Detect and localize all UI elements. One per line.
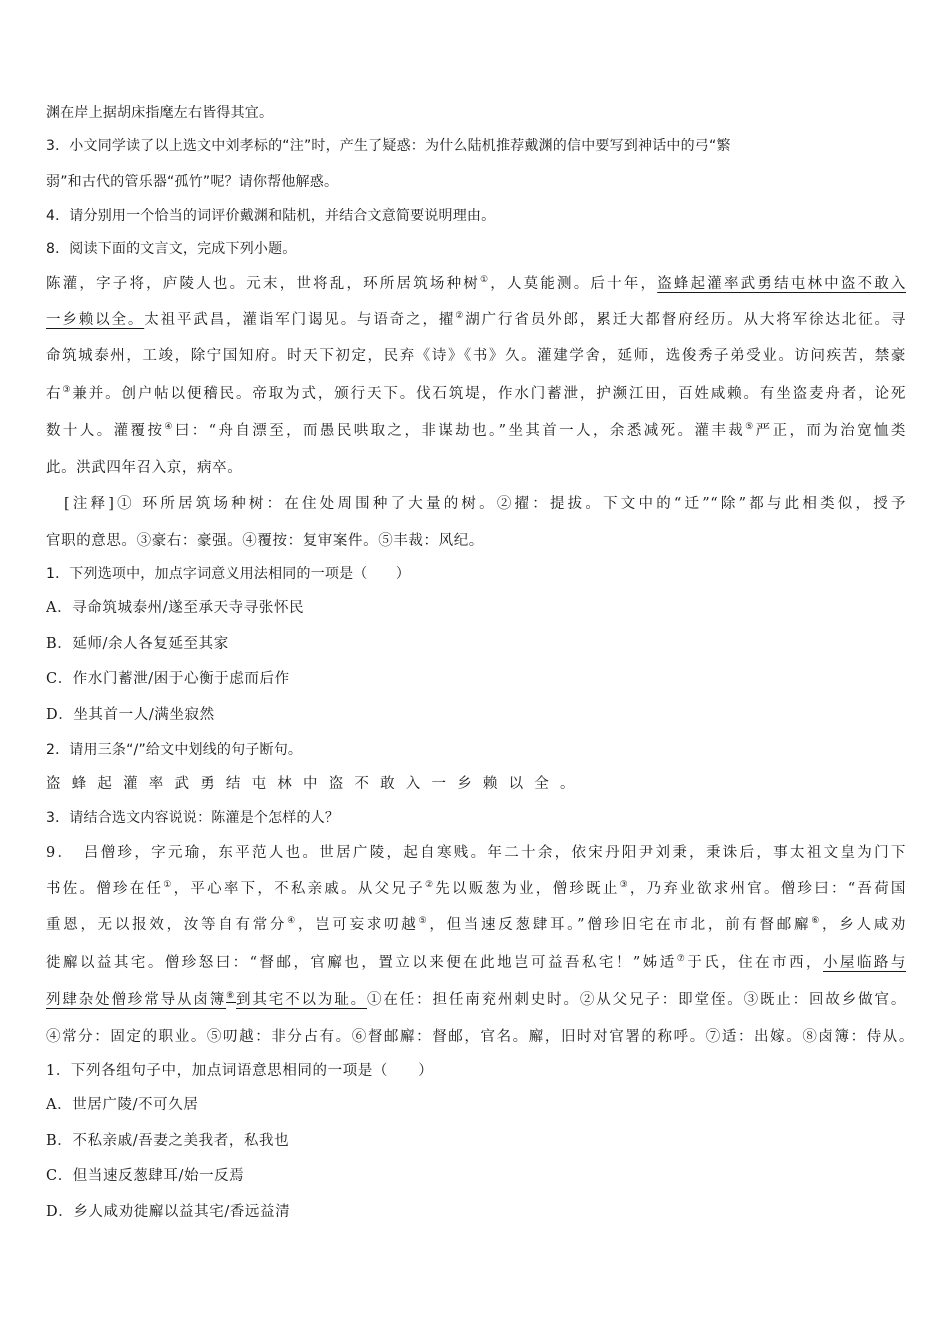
footnote-marker: ⑦ xyxy=(676,954,688,965)
prev-question-3-line-1: 3．小文同学读了以上选文中刘孝标的“注”时，产生了疑惑：为什么陆机推荐戴渊的信中要写到神话中的弓“繁 xyxy=(46,138,731,154)
section-9-passage-line-2 xyxy=(46,879,906,899)
passage-text: ，人莫能测。后十年， xyxy=(490,276,658,292)
footnote-marker: ③ xyxy=(62,385,73,396)
section-9-passage-line-5 xyxy=(46,990,906,1010)
section-8-passage-line-2 xyxy=(46,310,906,330)
section-8-q2-stem: 2．请用三条“/”给文中划线的句子断句。 xyxy=(46,742,303,758)
footnote-marker: ② xyxy=(455,311,466,322)
section-8-q1-option-c: C．作水门蓄泄/困于心衡于虑而后作 xyxy=(46,671,290,687)
prev-question-3-line-2: 弱”和古代的管乐器“孤竹”呢？请你帮他解惑。 xyxy=(46,174,339,190)
section-8-passage-line-6: 此。洪武四年召入京，病卒。 xyxy=(46,460,243,476)
passage-text: 先以贩葱为业，僧珍既止 xyxy=(435,881,620,897)
passage-text: 严正，而为治宽恤类 xyxy=(755,423,907,439)
section-9-passage-line-1: 9． 吕僧珍，字元瑜，东平范人也。世居广陵，起自寒贱。年二十余，依宋丹阳尹刘秉，秉诛后，事太祖文皇为门下 xyxy=(46,845,906,861)
section-9-q1-option-d: D．乡人咸劝徙廨以益其宅/香远益清 xyxy=(46,1204,291,1220)
passage-text: 陈灌，字子将，庐陵人也。元末，世将乱，环所居筑场种树 xyxy=(46,276,481,292)
passage-text: 书佐。僧珍在任 xyxy=(46,881,164,897)
section-8-passage-line-4 xyxy=(46,384,906,404)
passage-text: 重恩，无以报效，汝等自有常分 xyxy=(46,917,288,933)
underlined-sentence: 盗蜂起灌率武勇结屯林中盗不敢入 xyxy=(657,276,907,292)
passage-text: 兼并。创户帖以便稽民。帝取为式，颁行天下。伐石筑堤，作水门蓄泄，护濒江田，百姓咸赖。有坐盗麦舟者，论死 xyxy=(72,386,906,402)
passage-text: 右 xyxy=(46,386,63,402)
passage-text: ，乡人咸劝 xyxy=(822,917,907,933)
underlined-sentence: 到其宅不以为耻。 xyxy=(236,992,368,1008)
section-8-passage-line-5 xyxy=(46,421,906,441)
passage-text: 数十人。灌覆按 xyxy=(46,423,165,439)
underlined-sentence: 列肆杂处僧珍常导从卤簿 xyxy=(46,992,227,1008)
footnote-marker: ⑧ xyxy=(226,991,237,1002)
section-8-notes-line-1: [注释]① 环所居筑场种树：在住处周围种了大量的树。②擢：提拔。下文中的“迁”“除”都与此相类似，授予 xyxy=(64,496,906,512)
passage-text: ，但当速反葱肆耳。”僧珍旧宅在市北，前有督邮廨 xyxy=(429,917,812,933)
section-9-notes: ①在任：担任南兖州刺史时。②从父兄子：即堂侄。③既止：回故乡做官。 xyxy=(367,992,907,1008)
underlined-sentence: 小屋临路与 xyxy=(823,955,906,971)
section-8-q1-option-d: D．坐其首一人/满坐寂然 xyxy=(46,707,215,723)
section-9-q1-stem: 1．下列各组句子中，加点词语意思相同的一项是（ ） xyxy=(46,1063,434,1079)
passage-text: ，平心率下，不私亲戚。从父兄子 xyxy=(173,881,425,897)
section-9-q1-option-c: C．但当速反葱肆耳/始一反焉 xyxy=(46,1168,245,1184)
prev-question-4: 4．请分别用一个恰当的词评价戴渊和陆机，并结合文意简要说明理由。 xyxy=(46,208,496,224)
passage-text: ，岂可妄求叨越 xyxy=(297,917,419,933)
section-9-q1-option-b: B．不私亲戚/吾妻之美我者，私我也 xyxy=(46,1133,290,1149)
section-8-passage-line-1 xyxy=(46,274,906,294)
passage-text: 太祖平武昌，灌诣军门谒见。与语奇之，擢 xyxy=(144,312,456,328)
prev-passage-tail: 渊在岸上据胡床指麾左右皆得其宜。 xyxy=(46,105,274,121)
section-8-passage-line-3: 命筑城泰州，工竣，除宁国知府。时天下初定，民弃《诗》《书》久。灌建学舍，延师，选俊秀子弟受业。访问疾苦，禁豪 xyxy=(46,348,906,364)
passage-text: 曰：“舟自漂至，而愚民哄取之，非谋劫也。”坐其首一人，余悉减死。灌丰裁 xyxy=(174,423,746,439)
section-8-heading: 8．阅读下面的文言文，完成下列小题。 xyxy=(46,241,297,257)
footnote-marker: ④ xyxy=(164,422,175,433)
section-8-q2-sentence: 盗蜂起灌率武勇结屯林中盗不敢入一乡赖以全。 xyxy=(46,776,586,792)
footnote-marker: ⑤ xyxy=(418,916,430,927)
section-8-notes-line-2: 官职的意思。③豪右：豪强。④覆按：复审案件。⑤丰裁：风纪。 xyxy=(46,533,484,549)
section-8-q1-option-b: B．延师/余人各复延至其家 xyxy=(46,636,229,652)
section-9-passage-line-3 xyxy=(46,915,906,935)
footnote-marker: ① xyxy=(480,275,491,286)
passage-text: 于氏，住在市西， xyxy=(687,955,824,971)
footnote-marker: ⑤ xyxy=(745,422,756,433)
passage-text: 徙廨以益其宅。僧珍怒曰：“督邮，官廨也，置立以来便在此地岂可益吾私宅！”姊适 xyxy=(46,955,677,971)
section-9-passage-line-4 xyxy=(46,953,906,973)
footnote-marker: ① xyxy=(163,880,174,891)
footnote-marker: ⑥ xyxy=(811,916,823,927)
footnote-marker: ③ xyxy=(619,880,630,891)
footnote-marker: ④ xyxy=(287,916,298,927)
footnote-marker: ② xyxy=(424,880,436,891)
passage-text: 湖广行省员外郎，累迁大都督府经历。从大将军徐达北征。寻 xyxy=(465,312,907,328)
section-9-q1-option-a: A．世居广陵/不可久居 xyxy=(46,1097,199,1113)
section-8-q3-stem: 3．请结合选文内容说说：陈灌是个怎样的人？ xyxy=(46,810,340,826)
passage-text: ，乃弃业欲求州官。僧珍曰：“吾荷国 xyxy=(629,881,907,897)
section-9-notes-line-2: ④常分：固定的职业。⑤叨越：非分占有。⑥督邮廨：督邮，官名。廨，旧时对官署的称呼。⑦适：出嫁。⑧卤簿：侍从。 xyxy=(46,1029,914,1045)
underlined-sentence: 一乡赖以全。 xyxy=(46,312,145,328)
section-8-q1-stem: 1．下列选项中，加点字词意义用法相同的一项是（ ） xyxy=(46,566,411,582)
section-8-q1-option-a: A．寻命筑城泰州/遂至承天寺寻张怀民 xyxy=(46,600,305,616)
